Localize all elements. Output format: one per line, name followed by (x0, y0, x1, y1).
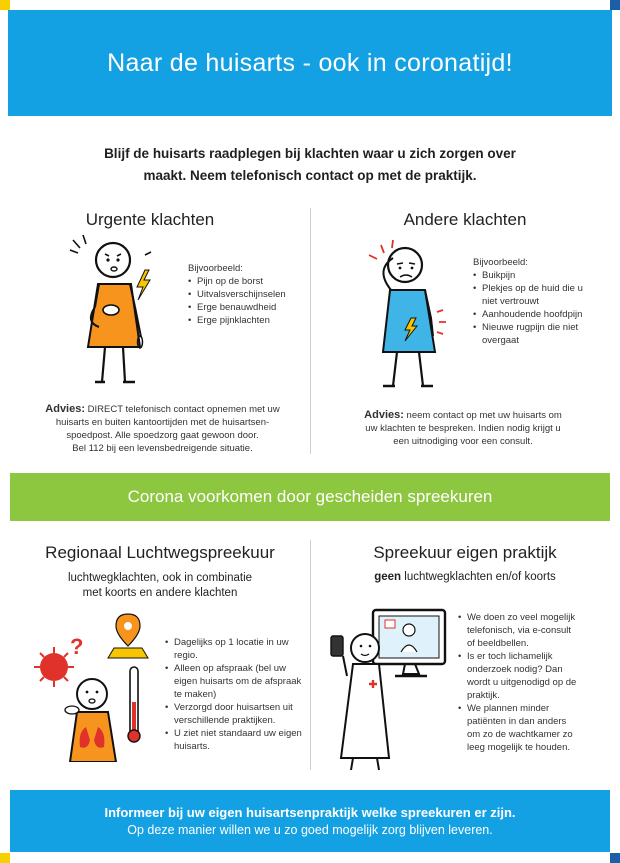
intro-text (60, 143, 560, 187)
crop-mark (610, 0, 620, 10)
urgent-examples (188, 262, 303, 327)
advice-line: DIRECT telefonisch contact opnemen met uw (85, 404, 280, 415)
mid-banner-title: Corona voorkomen door gescheiden spreekuren (127, 487, 493, 506)
footer-banner (10, 790, 610, 852)
list-item: • Is er toch lichamelijk onderzoek nodig? Dan wordt u uitgenodigd op de praktijk. (458, 650, 578, 702)
regional-title: Regionaal Luchtwegspreekuur (45, 543, 275, 562)
svg-text:?: ? (70, 634, 84, 659)
list-item: • Nieuwe rugpijn die niet overgaat (473, 321, 583, 347)
list-item: • Plekjes op de huid die u niet vertrouwt (473, 282, 583, 308)
list-item: • Pijn op de borst (188, 275, 303, 288)
crop-mark (0, 0, 10, 10)
advice-line: een uitnodiging voor een consult. (393, 436, 533, 447)
crop-mark (0, 853, 10, 863)
list-item: • Buikpijn (473, 269, 583, 282)
advice-label: Advies: (364, 409, 404, 421)
list-item: • We plannen minder patiënten in dan anders om zo de wachtkamer zo leeg mogelijk te houden. (458, 702, 578, 754)
examples-label: Bijvoorbeeld: (188, 263, 243, 274)
own-info (458, 611, 578, 754)
regional-list (165, 636, 305, 753)
header-banner (8, 10, 612, 116)
advice-line: neem contact op met uw huisarts om (403, 410, 562, 421)
footer-line: Op deze manier willen we u zo goed mogelijk zorg blijven leveren. (127, 823, 493, 837)
other-person-illustration (355, 240, 465, 395)
intro-line: Blijf de huisarts raadplegen bij klachten waar u zich zorgen over (104, 146, 516, 161)
other-list (473, 269, 583, 347)
column-divider (310, 208, 311, 454)
examples-label: Bijvoorbeeld: (473, 257, 528, 268)
regional-info (165, 636, 305, 753)
mid-banner (10, 473, 610, 521)
own-list (458, 611, 578, 754)
intro-line: maakt. Neem telefonisch contact op met de praktijk. (143, 168, 477, 183)
list-item: • Erge pijnklachten (188, 314, 303, 327)
list-item: • Alleen op afspraak (bel uw eigen huisarts om de afspraak te maken) (165, 662, 305, 701)
urgent-advice (35, 403, 290, 455)
advice-line: Bel 112 bij een levensbedreigende situatie. (72, 443, 253, 454)
other-examples (473, 256, 583, 347)
advice-label: Advies: (45, 403, 86, 415)
own-illustration (325, 608, 450, 773)
list-item: • Dagelijks op 1 locatie in uw regio. (165, 636, 305, 662)
urgent-person-illustration (55, 232, 170, 392)
subtitle-line: luchtwegklachten, ook in combinatie (67, 572, 253, 584)
regional-subtitle (30, 571, 290, 601)
list-item: • Aanhoudende hoofdpijn (473, 308, 583, 321)
urgent-title: Urgente klachten (85, 210, 215, 229)
other-advice (338, 409, 588, 448)
own-subtitle (330, 570, 600, 585)
advice-line: uw klachten te bespreken. Indien nodig krijgt u (365, 423, 561, 434)
list-item: • U ziet niet standaard uw eigen huisarts. (165, 727, 305, 753)
page-title: Naar de huisarts - ook in coronatijd! (107, 48, 513, 77)
list-item: • Erge benauwdheid (188, 301, 303, 314)
advice-line: huisarts en buiten kantoortijden met de huisartsen- (55, 417, 270, 428)
own-title: Spreekuur eigen praktijk (373, 543, 557, 562)
subtitle-line: met koorts en andere klachten (82, 587, 238, 599)
subtitle-bold: geen (374, 571, 402, 583)
crop-mark (610, 853, 620, 863)
list-item: • Uitvalsverschijnselen (188, 288, 303, 301)
regional-illustration (32, 612, 164, 762)
footer-line: Informeer bij uw eigen huisartsenpraktijk welke spreekuren er zijn. (104, 805, 516, 820)
other-title: Andere klachten (403, 210, 527, 229)
urgent-list (188, 275, 303, 327)
advice-line: spoedpost. Alle spoedzorg gaat gewoon door. (66, 430, 259, 441)
subtitle-rest: luchtwegklachten en/of koorts (401, 571, 556, 583)
list-item: • We doen zo veel mogelijk telefonisch, via e-consult of beeldbellen. (458, 611, 578, 650)
list-item: • Verzorgd door huisartsen uit verschillende praktijken. (165, 701, 305, 727)
column-divider (310, 540, 311, 770)
